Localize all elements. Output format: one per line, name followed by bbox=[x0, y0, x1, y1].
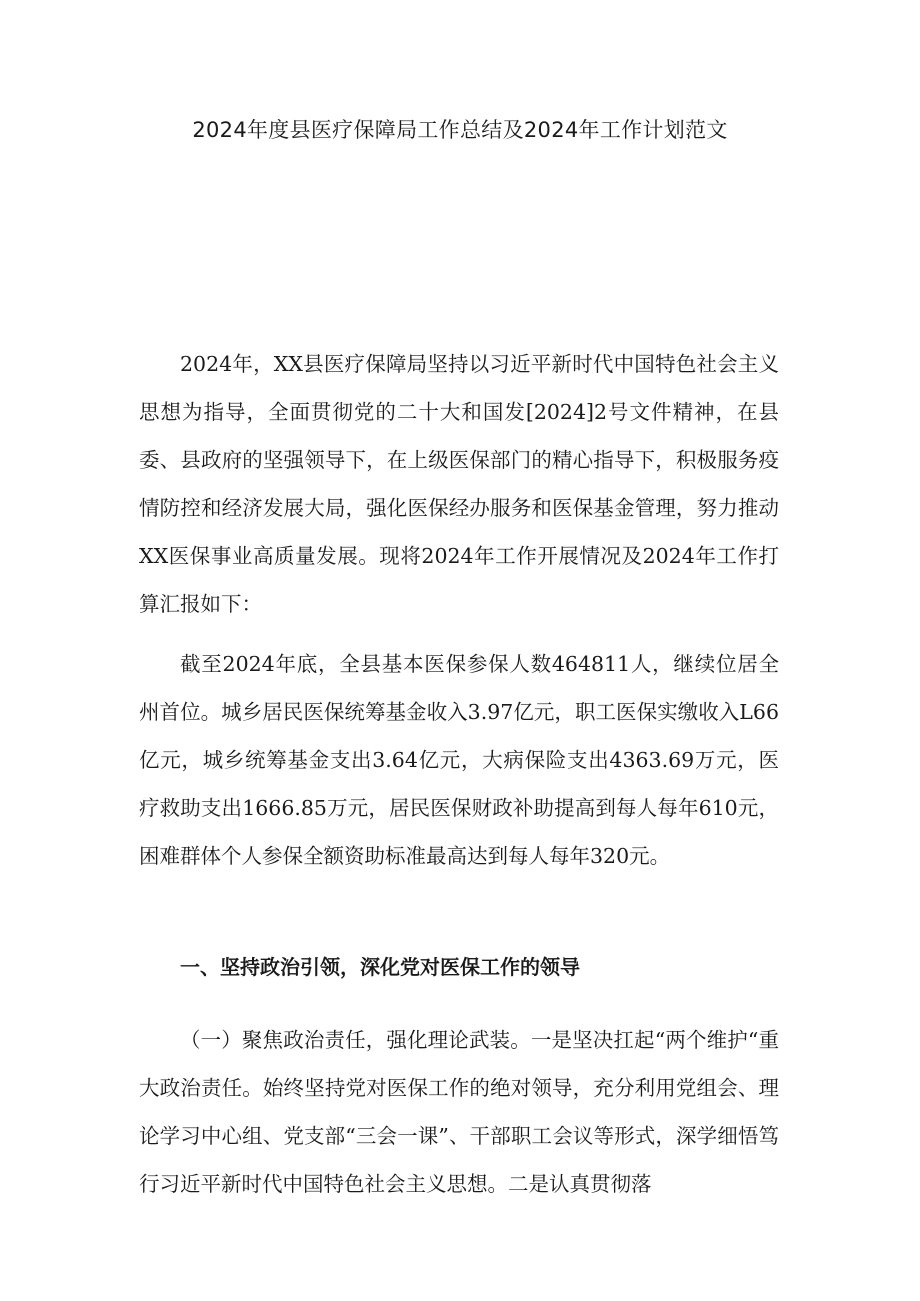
section-paragraph-block bbox=[139, 1016, 779, 1208]
statistics-paragraph-block bbox=[139, 640, 779, 880]
intro-paragraph: 2024年，XX县医疗保障局坚持以习近平新时代中国特色社会主义思想为指导，全面贯彻党的二十大和国发[2024]2号文件精神，在县委、县政府的坚强领导下，在上级医保部门的精心指导下，积极服务疫情防控和经济发展大局，强化医保经办服务和医保基金管理，努力推动XX医保事业高质量发展。现将2024年工作开展情况及2024年工作打算汇报如下： bbox=[139, 352, 779, 616]
document-title: 2024年度县医疗保障局工作总结及2024年工作计划范文 bbox=[192, 118, 728, 142]
statistics-paragraph: 截至2024年底，全县基本医保参保人数464811人，继续位居全州首位。城乡居民医保统筹基金收入3.97亿元，职工医保实缴收入L66亿元，城乡统筹基金支出3.64亿元，大病保险支出4363.69万元，医疗救助支出1666.85万元，居民医保财政补助提高到每人每年610元，困难群体个人参保全额资助标准最高达到每人每年320元。 bbox=[139, 652, 779, 868]
section-paragraph: （一）聚焦政治责任，强化理论武装。一是坚决扛起“两个维护“重大政治责任。始终坚持党对医保工作的绝对领导，充分利用党组会、理论学习中心组、党支部“三会一课”、干部职工会议等形式，深学细悟笃行习近平新时代中国特色社会主义思想。二是认真贯彻落 bbox=[139, 1028, 779, 1196]
section-heading: 一、坚持政治引领，深化党对医保工作的领导 bbox=[180, 955, 580, 979]
intro-paragraph-block bbox=[139, 340, 779, 628]
